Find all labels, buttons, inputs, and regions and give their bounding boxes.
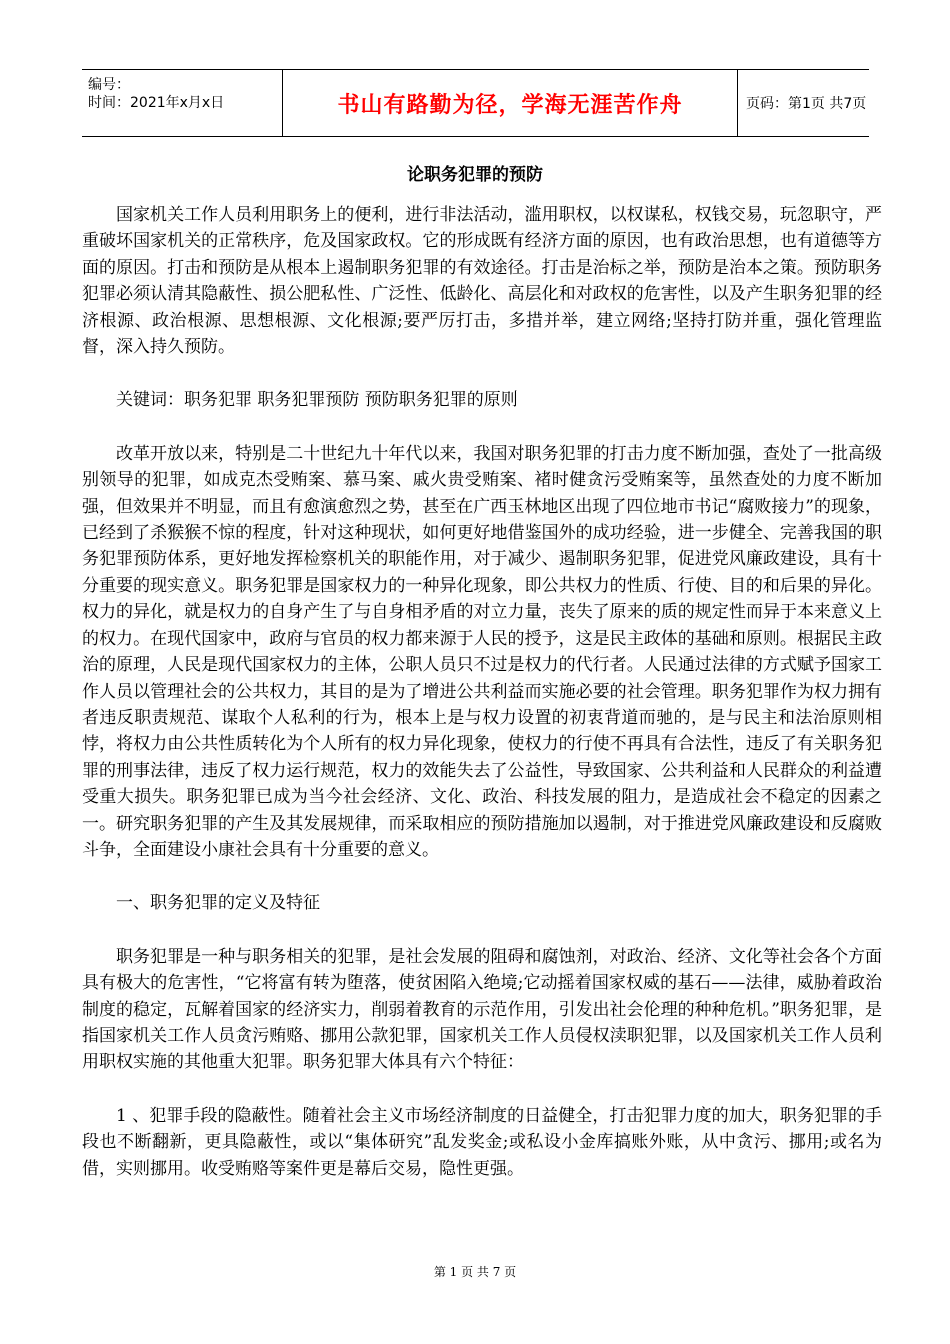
document-body <box>82 202 882 1209</box>
body-paragraph: 1 、犯罪手段的隐蔽性。随着社会主义市场经济制度的日益健全，打击犯罪力度的加大，职务犯罪的手段也不断翻新，更具隐蔽性，或以“集体研究”乱发奖金;或私设小金库搞账外账，从中贪污、挪用;或名为借，实则挪用。收受贿赂等案件更是幕后交易，隐性更强。 <box>82 1105 882 1179</box>
keywords-paragraph: 关键词：职务犯罪 职务犯罪预防 预防职务犯罪的原则 <box>116 390 518 411</box>
header-meta-cell <box>82 70 283 136</box>
header-motto: 书山有路勤为径，学海无涯苦作舟 <box>337 92 683 118</box>
document-number-label: 编号： <box>88 77 130 93</box>
header-motto-cell <box>283 70 738 136</box>
body-paragraph: 职务犯罪是一种与职务相关的犯罪，是社会发展的阻碍和腐蚀剂，对政治、经济、文化等社会各个方面具有极大的危害性，“它将富有转为堕落，使贫困陷入绝境;它动摇着国家权威的基石——法律，威胁着政治制度的稳定，瓦解着国家的经济实力，削弱着教育的示范作用，引发出社会伦理的种种危机。”职务犯罪，是指国家机关工作人员贪污贿赂、挪用公款犯罪，国家机关工作人员侵权渎职犯罪，以及国家机关工作人员利用职权实施的其他重大犯罪。职务犯罪大体具有六个特征： <box>82 946 882 1073</box>
document-title: 论职务犯罪的预防 <box>407 165 543 185</box>
section-heading: 一、职务犯罪的定义及特征 <box>116 893 320 914</box>
page-footer: 第 1 页 共 7 页 <box>433 1265 517 1279</box>
header-page-info: 页码：第1页 共7页 <box>746 96 867 112</box>
document-time-label: 时间：2021年x月x日 <box>88 95 225 111</box>
header-page-cell <box>738 70 869 136</box>
abstract-paragraph: 国家机关工作人员利用职务上的便利，进行非法活动，滥用职权，以权谋私，权钱交易，玩忽职守，严重破坏国家机关的正常秩序，危及国家政权。它的形成既有经济方面的原因，也有政治思想，也有道德等方面的原因。打击和预防是从根本上遏制职务犯罪的有效途径。打击是治标之举，预防是治本之策。预防职务犯罪必须认清其隐蔽性、损公肥私性、广泛性、低龄化、高层化和对政权的危害性，以及产生职务犯罪的经济根源、政治根源、思想根源、文化根源;要严厉打击，多措并举，建立网络;坚持打防并重，强化管理监督，深入持久预防。 <box>82 205 882 358</box>
body-paragraph: 改革开放以来，特别是二十世纪九十年代以来，我国对职务犯罪的打击力度不断加强，查处了一批高级别领导的犯罪，如成克杰受贿案、慕马案、戚火贵受贿案、褚时健贪污受贿案等，虽然查处的力度不断加强，但效果并不明显，而且有愈演愈烈之势，甚至在广西玉林地区出现了四位地市书记“腐败接力”的现象，已经到了杀猴猴不惊的程度，针对这种现状，如何更好地借鉴国外的成功经验，进一步健全、完善我国的职务犯罪预防体系，更好地发挥检察机关的职能作用，对于减少、遏制职务犯罪，促进党风廉政建设，具有十分重要的现实意义。职务犯罪是国家权力的一种异化现象，即公共权力的性质、行使、目的和后果的异化。权力的异化，就是权力的自身产生了与自身相矛盾的对立力量，丧失了原来的质的规定性而异于本来意义上的权力。在现代国家中，政府与官员的权力都来源于人民的授予，这是民主政体的基础和原则。根据民主政治的原理，人民是现代国家权力的主体，公职人员只不过是权力的代行者。人民通过法律的方式赋予国家工作人员以管理社会的公共权力，其目的是为了增进公共利益而实施必要的社会管理。职务犯罪作为权力拥有者违反职责规范、谋取个人私利的行为，根本上是与权力设置的初衷背道而驰的，是与民主和法治原则相悖，将权力由公共性质转化为个人所有的权力异化现象，使权力的行使不再具有合法性，违反了有关职务犯罪的刑事法律，违反了权力运行规范，权力的效能失去了公益性，导致国家、公共利益和人民群众的利益遭受重大损失。职务犯罪已成为当今社会经济、文化、政治、科技发展的阻力，是造成社会不稳定的因素之一。研究职务犯罪的产生及其发展规律，而采取相应的预防措施加以遏制，对于推进党风廉政建设和反腐败斗争，全面建设小康社会具有十分重要的意义。 <box>82 443 882 860</box>
document-header <box>82 69 869 137</box>
